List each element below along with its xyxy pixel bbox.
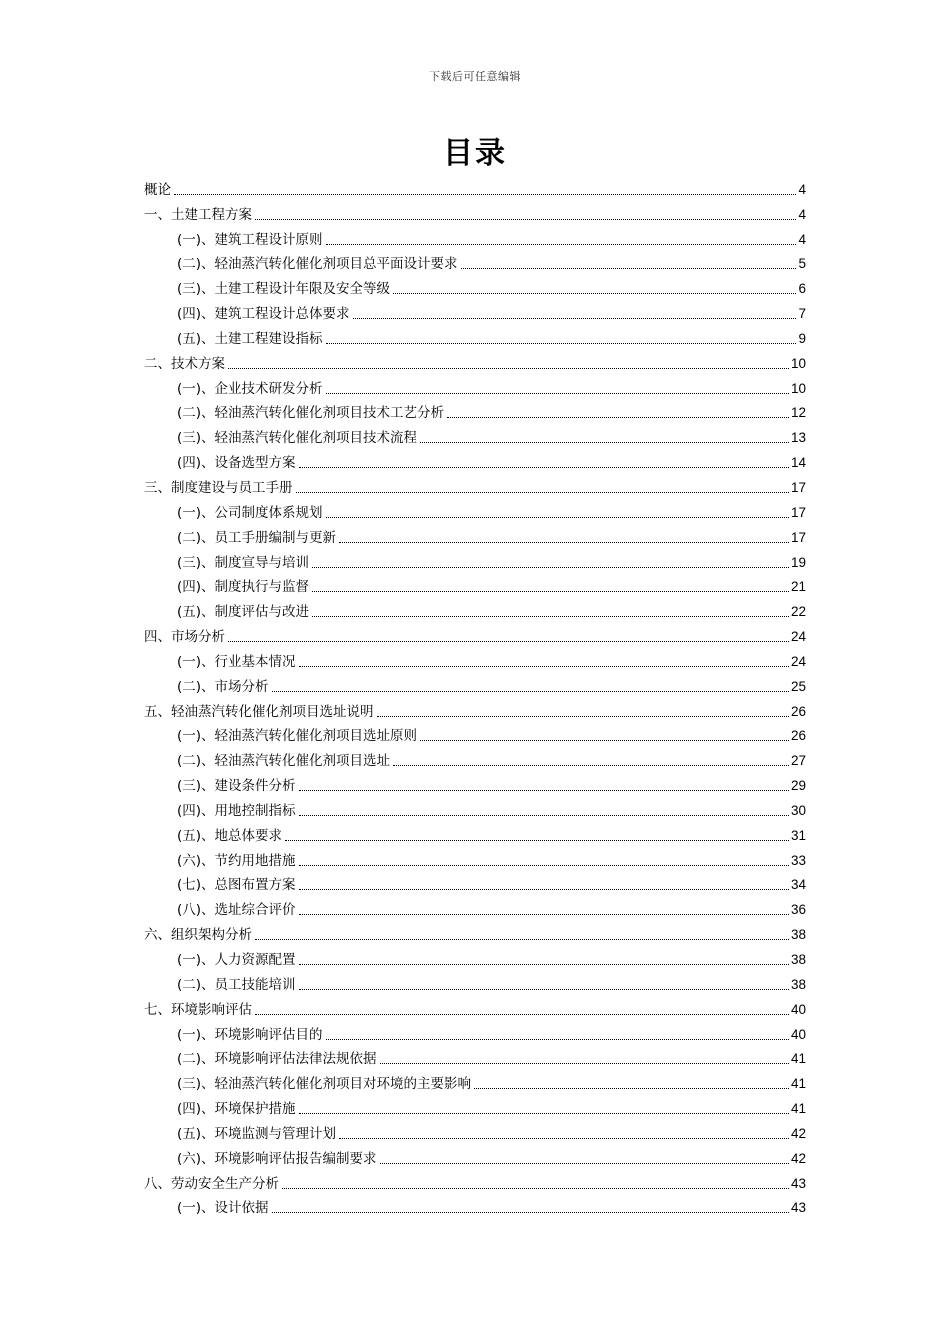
toc-section-entry[interactable] — [144, 770, 806, 795]
toc-dot-leader — [299, 864, 789, 866]
toc-section-entry[interactable] — [144, 1093, 806, 1118]
toc-page-number: 26 — [790, 728, 806, 744]
toc-page-number: 12 — [790, 405, 806, 421]
table-of-contents — [144, 174, 806, 1217]
toc-dot-leader — [326, 516, 789, 518]
toc-chapter-entry[interactable] — [144, 1168, 806, 1193]
toc-entry-title: (二)、员工技能培训 — [177, 976, 296, 993]
toc-dot-leader — [299, 466, 789, 468]
toc-chapter-entry[interactable] — [144, 621, 806, 646]
toc-section-entry[interactable] — [144, 671, 806, 696]
toc-section-entry[interactable] — [144, 497, 806, 522]
toc-entry-title: 二、技术方案 — [144, 355, 225, 372]
toc-chapter-entry[interactable] — [144, 696, 806, 721]
toc-entry-title: (四)、用地控制指标 — [177, 802, 296, 819]
toc-page-number: 30 — [790, 802, 806, 818]
toc-page-number: 22 — [790, 604, 806, 620]
toc-section-entry[interactable] — [144, 323, 806, 348]
toc-dot-leader — [393, 764, 789, 766]
toc-entry-title: (一)、行业基本情况 — [177, 653, 296, 670]
toc-dot-leader — [326, 342, 797, 344]
toc-dot-leader — [272, 1211, 789, 1213]
toc-page-number: 29 — [790, 778, 806, 794]
toc-chapter-entry[interactable] — [144, 174, 806, 199]
toc-dot-leader — [339, 541, 789, 543]
toc-page-number: 24 — [790, 653, 806, 669]
toc-page-number: 36 — [790, 902, 806, 918]
toc-page-number: 41 — [790, 1051, 806, 1067]
page-header-note: 下载后可任意编辑 — [429, 70, 521, 83]
toc-dot-leader — [255, 218, 796, 220]
toc-entry-title: (一)、企业技术研发分析 — [177, 380, 323, 397]
toc-page-number: 6 — [798, 281, 806, 297]
toc-dot-leader — [299, 1112, 789, 1114]
toc-entry-title: (四)、建筑工程设计总体要求 — [177, 306, 350, 323]
toc-section-entry[interactable] — [144, 398, 806, 423]
toc-entry-title: (七)、总图布置方案 — [177, 877, 296, 894]
toc-page-number: 42 — [790, 1150, 806, 1166]
toc-section-entry[interactable] — [144, 547, 806, 572]
toc-dot-leader — [474, 1087, 789, 1089]
toc-dot-leader — [420, 739, 789, 741]
toc-page-number: 34 — [790, 877, 806, 893]
toc-chapter-entry[interactable] — [144, 472, 806, 497]
toc-page-number: 41 — [790, 1101, 806, 1117]
toc-dot-leader — [339, 1137, 789, 1139]
toc-section-entry[interactable] — [144, 249, 806, 274]
toc-entry-title: (一)、建筑工程设计原则 — [177, 231, 323, 248]
toc-section-entry[interactable] — [144, 522, 806, 547]
toc-entry-title: 三、制度建设与员工手册 — [144, 479, 293, 496]
toc-entry-title: (二)、轻油蒸汽转化催化剂项目总平面设计要求 — [177, 256, 458, 273]
toc-page-number: 4 — [798, 181, 806, 197]
toc-dot-leader — [255, 1013, 789, 1015]
toc-section-entry[interactable] — [144, 969, 806, 994]
toc-entry-title: 五、轻油蒸汽转化催化剂项目选址说明 — [144, 703, 374, 720]
toc-page-number: 4 — [798, 231, 806, 247]
toc-section-entry[interactable] — [144, 1019, 806, 1044]
toc-dot-leader — [380, 1062, 789, 1064]
toc-dot-leader — [282, 1187, 789, 1189]
toc-page-number: 9 — [798, 330, 806, 346]
toc-page-number: 38 — [790, 927, 806, 943]
toc-dot-leader — [377, 715, 789, 717]
toc-entry-title: (五)、环境监测与管理计划 — [177, 1125, 337, 1142]
toc-section-entry[interactable] — [144, 1193, 806, 1218]
toc-dot-leader — [420, 441, 789, 443]
toc-page-number: 7 — [798, 306, 806, 322]
toc-page-number: 38 — [790, 976, 806, 992]
toc-section-entry[interactable] — [144, 447, 806, 472]
toc-section-entry[interactable] — [144, 1118, 806, 1143]
toc-page-number: 10 — [790, 355, 806, 371]
toc-page-number: 26 — [790, 703, 806, 719]
toc-dot-leader — [393, 292, 796, 294]
toc-dot-leader — [299, 814, 789, 816]
toc-section-entry[interactable] — [144, 273, 806, 298]
toc-entry-title: (一)、轻油蒸汽转化催化剂项目选址原则 — [177, 728, 418, 745]
toc-entry-title: 八、劳动安全生产分析 — [144, 1175, 279, 1192]
toc-entry-title: (五)、制度评估与改进 — [177, 604, 310, 621]
toc-dot-leader — [299, 888, 789, 890]
toc-section-entry[interactable] — [144, 224, 806, 249]
toc-dot-leader — [326, 1038, 789, 1040]
toc-entry-title: 六、组织架构分析 — [144, 927, 252, 944]
toc-chapter-entry[interactable] — [144, 994, 806, 1019]
toc-section-entry[interactable] — [144, 646, 806, 671]
toc-entry-title: (四)、环境保护措施 — [177, 1101, 296, 1118]
toc-page-number: 21 — [790, 579, 806, 595]
toc-section-entry[interactable] — [144, 422, 806, 447]
toc-dot-leader — [312, 590, 789, 592]
toc-page-number: 5 — [798, 256, 806, 272]
toc-section-entry[interactable] — [144, 894, 806, 919]
toc-dot-leader — [380, 1162, 789, 1164]
toc-section-entry[interactable] — [144, 596, 806, 621]
toc-dot-leader — [312, 566, 789, 568]
toc-section-entry[interactable] — [144, 820, 806, 845]
toc-page-number: 43 — [790, 1200, 806, 1216]
toc-entry-title: (八)、选址综合评价 — [177, 902, 296, 919]
toc-page-number: 25 — [790, 678, 806, 694]
toc-dot-leader — [299, 913, 789, 915]
toc-section-entry[interactable] — [144, 870, 806, 895]
toc-page-number: 14 — [790, 455, 806, 471]
toc-dot-leader — [353, 317, 797, 319]
toc-dot-leader — [447, 416, 789, 418]
toc-page-number: 13 — [790, 430, 806, 446]
toc-entry-title: (三)、轻油蒸汽转化催化剂项目对环境的主要影响 — [177, 1076, 472, 1093]
toc-page-number: 4 — [798, 206, 806, 222]
toc-section-entry[interactable] — [144, 373, 806, 398]
toc-page-number: 24 — [790, 629, 806, 645]
toc-chapter-entry[interactable] — [144, 199, 806, 224]
toc-page-number: 40 — [790, 1026, 806, 1042]
toc-dot-leader — [272, 690, 789, 692]
toc-dot-leader — [326, 243, 797, 245]
toc-page-number: 17 — [790, 504, 806, 520]
toc-entry-title: (二)、轻油蒸汽转化催化剂项目选址 — [177, 753, 391, 770]
toc-entry-title: (一)、设计依据 — [177, 1200, 269, 1217]
toc-title: 目录 — [443, 136, 507, 171]
toc-section-entry[interactable] — [144, 721, 806, 746]
toc-page-number: 10 — [790, 380, 806, 396]
toc-entry-title: (六)、环境影响评估报告编制要求 — [177, 1150, 377, 1167]
toc-dot-leader — [461, 267, 797, 269]
toc-dot-leader — [296, 491, 789, 493]
toc-entry-title: (五)、地总体要求 — [177, 827, 283, 844]
toc-page-number: 42 — [790, 1125, 806, 1141]
toc-page-number: 40 — [790, 1001, 806, 1017]
toc-dot-leader — [285, 839, 789, 841]
toc-section-entry[interactable] — [144, 1143, 806, 1168]
toc-page-number: 27 — [790, 753, 806, 769]
toc-section-entry[interactable] — [144, 1068, 806, 1093]
toc-section-entry[interactable] — [144, 745, 806, 770]
toc-chapter-entry[interactable] — [144, 348, 806, 373]
toc-page-number: 41 — [790, 1076, 806, 1092]
toc-dot-leader — [228, 367, 789, 369]
toc-dot-leader — [312, 615, 789, 617]
toc-entry-title: 概论 — [144, 181, 171, 198]
toc-entry-title: 七、环境影响评估 — [144, 1001, 252, 1018]
toc-section-entry[interactable] — [144, 1044, 806, 1069]
toc-dot-leader — [255, 938, 789, 940]
toc-dot-leader — [228, 640, 789, 642]
toc-dot-leader — [299, 789, 789, 791]
toc-entry-title: (二)、轻油蒸汽转化催化剂项目技术工艺分析 — [177, 405, 445, 422]
toc-chapter-entry[interactable] — [144, 919, 806, 944]
toc-dot-leader — [299, 665, 789, 667]
toc-page-number: 19 — [790, 554, 806, 570]
toc-entry-title: (三)、轻油蒸汽转化催化剂项目技术流程 — [177, 430, 418, 447]
toc-page-number: 43 — [790, 1175, 806, 1191]
toc-entry-title: (六)、节约用地措施 — [177, 852, 296, 869]
toc-entry-title: (三)、土建工程设计年限及安全等级 — [177, 281, 391, 298]
toc-section-entry[interactable] — [144, 298, 806, 323]
toc-page-number: 31 — [790, 827, 806, 843]
toc-entry-title: (一)、环境影响评估目的 — [177, 1026, 323, 1043]
toc-entry-title: (二)、员工手册编制与更新 — [177, 529, 337, 546]
toc-entry-title: (一)、公司制度体系规划 — [177, 504, 323, 521]
toc-entry-title: (三)、制度宣导与培训 — [177, 554, 310, 571]
toc-page-number: 17 — [790, 529, 806, 545]
toc-entry-title: (一)、人力资源配置 — [177, 952, 296, 968]
toc-entry-title: (二)、市场分析 — [177, 678, 269, 695]
toc-page-number: 38 — [790, 952, 806, 967]
toc-dot-leader — [299, 988, 789, 990]
toc-section-entry[interactable] — [144, 845, 806, 870]
toc-page-number: 33 — [790, 852, 806, 868]
toc-entry-title: (三)、建设条件分析 — [177, 778, 296, 795]
toc-entry-title: (五)、土建工程建设指标 — [177, 330, 323, 347]
toc-section-entry[interactable] — [144, 572, 806, 597]
toc-entry-title: (二)、环境影响评估法律法规依据 — [177, 1051, 377, 1068]
toc-section-entry[interactable] — [144, 795, 806, 820]
toc-entry-title: (四)、制度执行与监督 — [177, 579, 310, 596]
toc-dot-leader — [174, 193, 796, 195]
toc-entry-title: 一、土建工程方案 — [144, 206, 252, 223]
toc-page-number: 17 — [790, 479, 806, 495]
toc-dot-leader — [299, 963, 789, 965]
toc-dot-leader — [326, 392, 789, 394]
toc-section-entry[interactable] — [144, 944, 806, 969]
toc-entry-title: (四)、设备选型方案 — [177, 455, 296, 472]
toc-entry-title: 四、市场分析 — [144, 629, 225, 646]
